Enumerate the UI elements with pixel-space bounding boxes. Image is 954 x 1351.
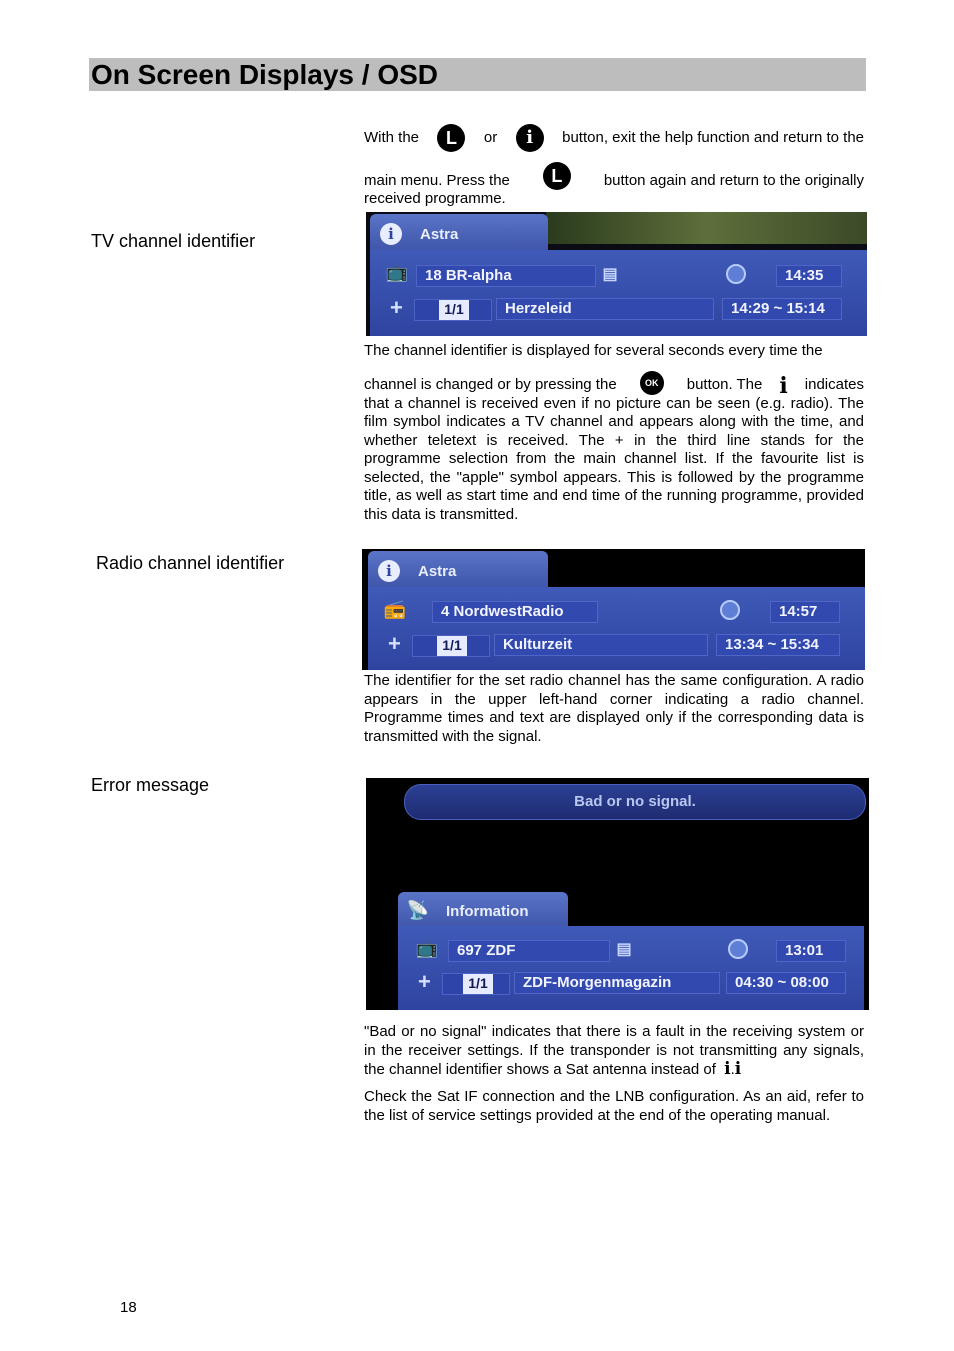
time-field: 13:01 <box>776 940 846 962</box>
error-desc-1a: "Bad or no signal" indicates that there is a fault in the receiving system or in the receiver settings. If the transponder is not transmitting any signals, the channel identifier shows a Sat antenna instead of <box>364 1023 864 1078</box>
info-icon: i <box>380 223 402 245</box>
tv-desc-3: that a channel is received even if no picture can be seen (e.g. radio). The film symbol indicates a TV channel and appears along with the time, and whether teletext is received. The + in the third line stands for the programme selection from the main channel list. If the favourite list is selected, the "apple" symbol appears. This is followed by the programme title, as well as start time and end time of the running programme, provided this data is transmitted. <box>364 394 864 523</box>
signal-indicator <box>442 973 510 995</box>
plus-icon: + <box>388 631 401 656</box>
plus-icon: + <box>390 295 403 320</box>
tv-description <box>364 342 864 524</box>
intro-paragraph <box>364 120 864 209</box>
ok-button-icon: OK <box>640 371 664 395</box>
time-field: 14:35 <box>776 265 842 287</box>
tv-channel-label: TV channel identifier <box>91 231 256 251</box>
radio-osd-screenshot <box>362 549 865 670</box>
error-osd-screenshot <box>366 778 869 1010</box>
error-description-2: Check the Sat IF connection and the LNB configuration. As an aid, refer to the list of service settings provided at the end of the operating manual. <box>364 1088 864 1124</box>
page-number: 18 <box>120 1299 137 1316</box>
clock-icon <box>728 939 748 959</box>
intro-text-2b: button again and return to the originally <box>603 171 864 189</box>
osd-panel <box>368 587 865 670</box>
clock-icon <box>720 600 740 620</box>
tv-desc-2c: indicates <box>804 376 864 393</box>
osd-panel <box>398 926 864 1010</box>
channel-field: 18 BR-alpha <box>416 265 596 287</box>
channel-count: 1/1 <box>463 974 493 994</box>
osd-tab-label: Information <box>446 903 529 920</box>
osd-tab-label: Astra <box>420 226 459 243</box>
programme-field: Herzeleid <box>496 298 714 320</box>
intro-text-1b: or <box>483 128 498 146</box>
time-range-field: 04:30 ~ 08:00 <box>726 972 846 994</box>
channel-field: 697 ZDF <box>448 940 610 962</box>
error-banner: Bad or no signal. <box>404 784 866 820</box>
intro-text-3: received programme. <box>364 190 506 207</box>
osd-tab <box>368 551 548 589</box>
plus-icon: + <box>418 969 431 994</box>
osd-panel <box>370 250 867 336</box>
osd-tab <box>398 892 568 930</box>
osd-tab-label: Astra <box>418 563 457 580</box>
signal-indicator <box>414 299 492 321</box>
channel-count: 1/1 <box>439 300 469 320</box>
programme-field: ZDF-Morgenmagazin <box>514 972 720 994</box>
error-description-1 <box>364 1023 864 1080</box>
teletext-icon: ▤ <box>616 941 632 958</box>
tv-osd-screenshot <box>366 212 867 336</box>
l-button-icon: L <box>437 124 465 152</box>
title-bar <box>89 58 866 91</box>
info-icon: i <box>724 1059 731 1079</box>
error-desc-1b: . <box>730 1061 735 1078</box>
radio-description: The identifier for the set radio channel has the same configuration. A radio appears in the upper left-hand corner indicating a radio channel. Programme times and text are displayed only if the corresponding data is transmitted with the signal. <box>364 672 864 745</box>
tv-icon: 📺 <box>385 262 409 282</box>
info-icon: i <box>378 560 400 582</box>
channel-count: 1/1 <box>437 636 467 656</box>
clock-icon <box>726 264 746 284</box>
sat-antenna-icon: 📡 <box>406 900 430 920</box>
osd-tab <box>370 214 548 252</box>
time-range-field: 14:29 ~ 15:14 <box>722 298 842 320</box>
time-range-field: 13:34 ~ 15:34 <box>716 634 840 656</box>
tv-desc-2a: channel is changed or by pressing the <box>364 376 617 393</box>
time-field: 14:57 <box>770 601 840 623</box>
intro-text-2a: main menu. Press the <box>364 171 510 189</box>
info-icon: i <box>734 1059 742 1079</box>
info-button-icon: i <box>516 124 544 152</box>
channel-field: 4 NordwestRadio <box>432 601 598 623</box>
intro-text-1a: With the <box>364 128 420 146</box>
radio-icon: 📻 <box>383 599 407 619</box>
signal-indicator <box>412 635 490 657</box>
error-message-label: Error message <box>91 775 210 795</box>
teletext-icon: ▤ <box>602 266 618 283</box>
tv-icon: 📺 <box>415 938 439 958</box>
programme-field: Kulturzeit <box>494 634 708 656</box>
radio-channel-label: Radio channel identifier <box>96 553 285 573</box>
tv-desc-1: The channel identifier is displayed for several seconds every time the <box>364 342 823 359</box>
intro-text-1c: button, exit the help function and return to the <box>562 128 864 146</box>
info-icon: i <box>779 372 788 399</box>
l-button-icon: L <box>543 162 571 190</box>
tv-desc-2b: button. The <box>686 376 763 393</box>
page-title: On Screen Displays / OSD <box>91 59 439 90</box>
